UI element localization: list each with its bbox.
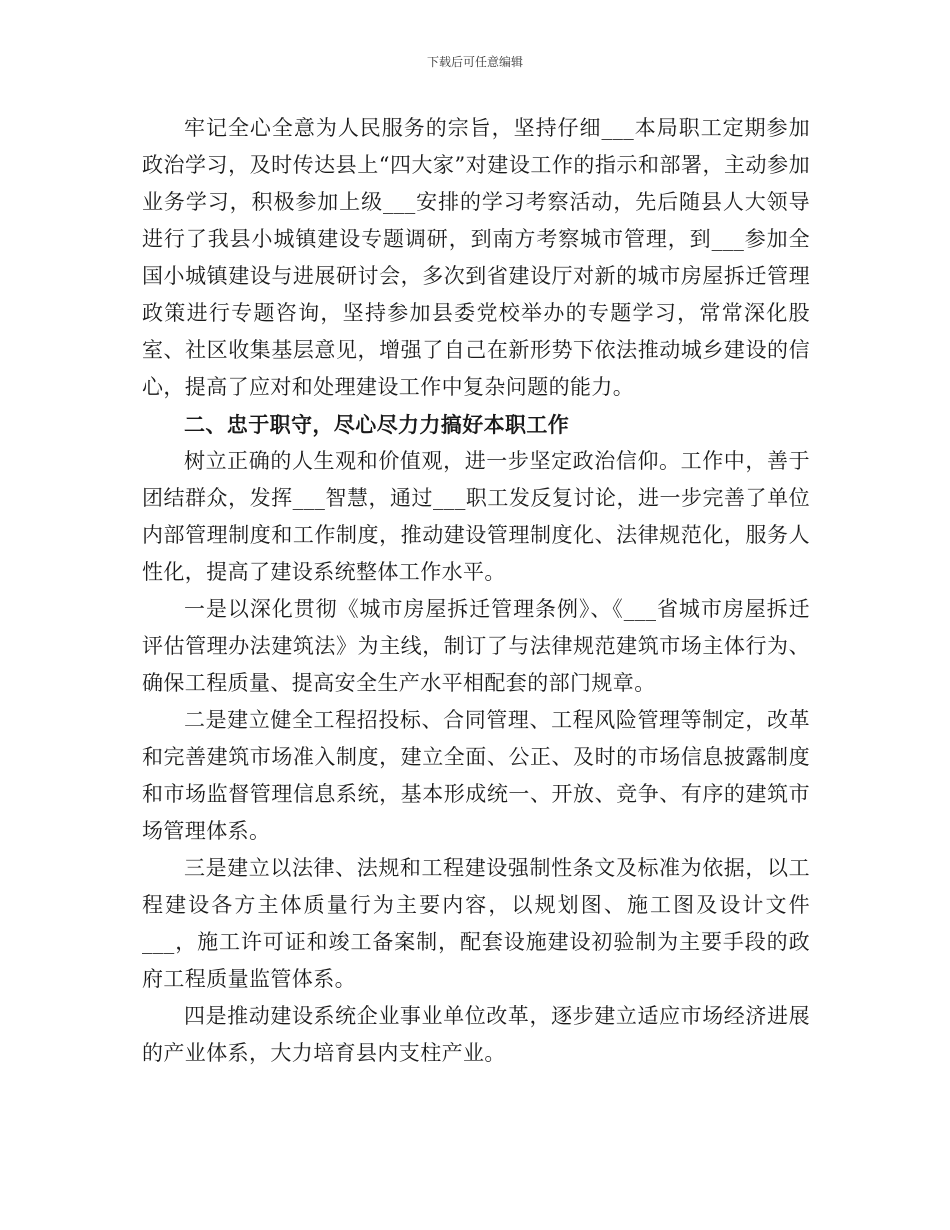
section-heading-2: 二、忠于职守，尽心尽力力搞好本职工作 <box>184 412 570 437</box>
paragraph-values: 树立正确的人生观和价值观，进一步坚定政治信仰。工作中，善于团结群众，发挥___智慧，通过___职工发反复讨论，进一步完善了单位内部管理制度和工作制度，推动建设管理制度化、法律规范化，服务人性化，提高了建设系统整体工作水平。 <box>142 449 810 584</box>
paragraph-point-2: 二是建立健全工程招投标、合同管理、工程风险管理等制定，改革和完善建筑市场准入制度，建立全面、公正、及时的市场信息披露制度和市场监督管理信息系统，基本形成统一、开放、竞争、有序的建筑市场管理体系。 <box>142 708 810 843</box>
document-body <box>142 110 810 1072</box>
page-header: 下载后可任意编辑 <box>426 55 523 69</box>
paragraph-point-1: 一是以深化贯彻《城市房屋拆迁管理条例》、《___省城市房屋拆迁评估管理办法建筑法》为主线，制订了与法律规范建筑市场主体行为、确保工程质量、提高安全生产水平相配套的部门规章。 <box>142 597 810 695</box>
paragraph-point-3: 三是建立以法律、法规和工程建设强制性条文及标准为依据，以工程建设各方主体质量行为主要内容，以规划图、施工图及设计文件___，施工许可证和竣工备案制，配套设施建设初验制为主要手段的政府工程质量监管体系。 <box>142 856 810 991</box>
paragraph-point-4: 四是推动建设系统企业事业单位改革，逐步建立适应市场经济进展的产业体系，大力培育县内支柱产业。 <box>142 1004 810 1065</box>
paragraph-study: 牢记全心全意为人民服务的宗旨，坚持仔细___本局职工定期参加政治学习，及时传达县上“四大家”对建设工作的指示和部署，主动参加业务学习，积极参加上级___安排的学习考察活动，先后随县人大领导进行了我县小城镇建设专题调研，到南方考察城市管理，到___参加全国小城镇建设与进展研讨会，多次到省建设厅对新的城市房屋拆迁管理政策进行专题咨询，坚持参加县委党校举办的专题学习，常常深化股室、社区收集基层意见，增强了自己在新形势下依法推动城乡建设的信心，提高了应对和处理建设工作中复杂问题的能力。 <box>142 116 810 399</box>
